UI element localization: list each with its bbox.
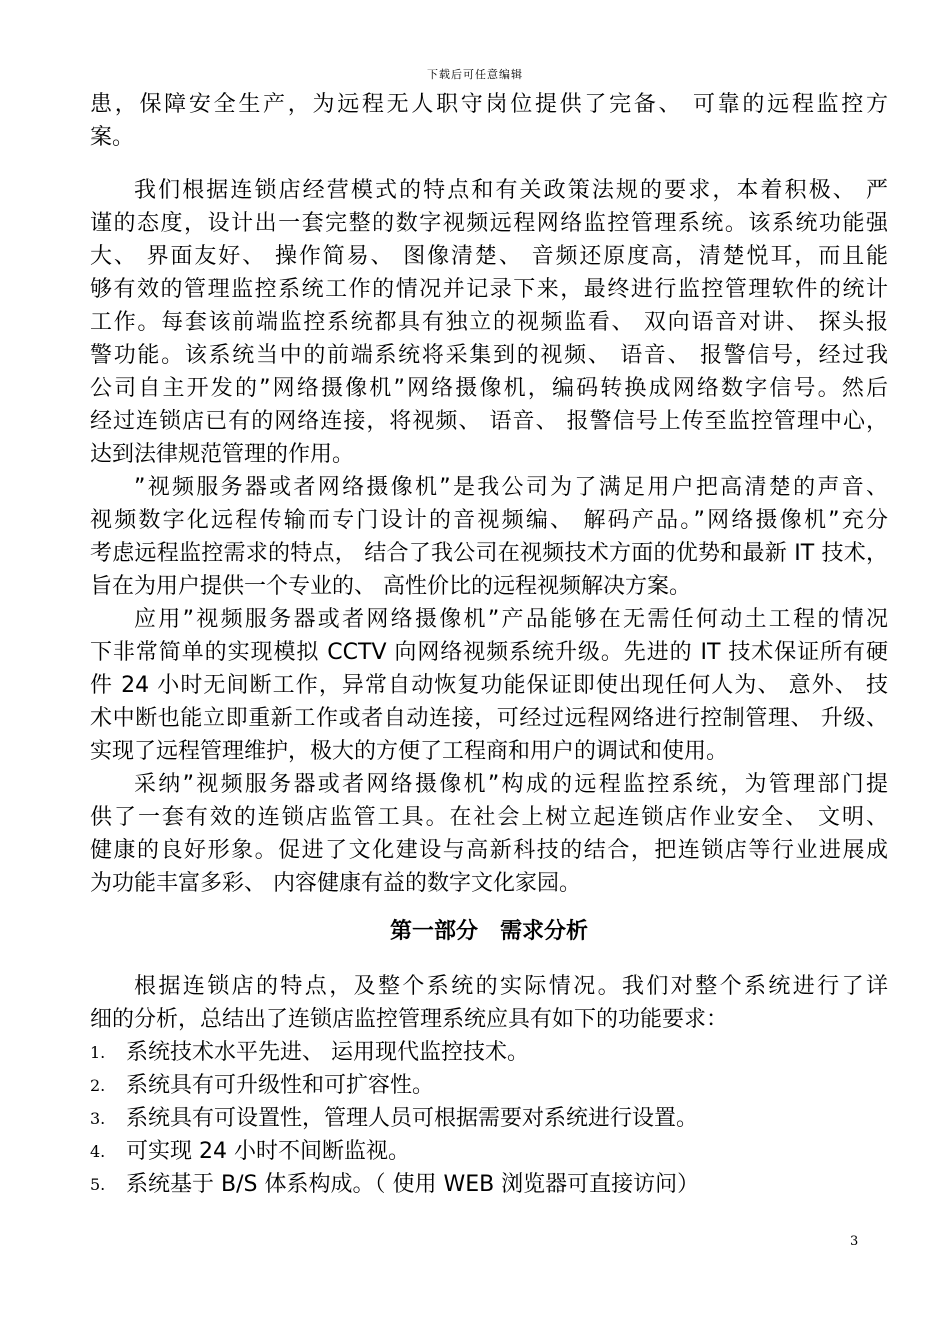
text-line: 细的分析，总结出了连锁店监控管理系统应具有如下的功能要求： [90, 1007, 729, 1032]
list-item [90, 1168, 888, 1201]
section-part: 第一部分 [389, 919, 478, 944]
text-line: 件 24 小时无间断工作，异常自动恢复功能保证即使出现任何人为、 意外、 技 [90, 673, 888, 698]
list-item-text: 系统基于 B/S 体系构成。（ 使用 WEB 浏览器可直接访问） [126, 1172, 700, 1197]
section-heading [90, 910, 888, 954]
text-line: 实现了远程管理维护，极大的方便了工程商和用户的调试和使用。 [90, 739, 729, 764]
text-line: 根据连锁店的特点，及整个系统的实际情况。我们对整个系统进行了详 [134, 974, 888, 999]
text-line: 为功能丰富多彩、 内容健康有益的数字文化家园。 [90, 871, 581, 896]
list-item [90, 1069, 888, 1102]
text-line: 健康的良好形象。促进了文化建设与高新科技的结合，把连锁店等行业进展成 [90, 838, 888, 863]
list-item-text: 系统技术水平先进、 运用现代监控技术。 [126, 1040, 529, 1065]
text-line: 应用”视频服务器或者网络摄像机”产品能够在无需任何动土工程的情况 [134, 607, 888, 632]
paragraph [90, 471, 888, 603]
text-line: 够有效的管理监控系统工作的情况并记录下来，最终进行监控管理软件的统计 [90, 277, 888, 302]
text-line: ”视频服务器或者网络摄像机”是我公司为了满足用户把高清楚的声音、 [134, 475, 888, 500]
list-item [90, 1036, 888, 1069]
list-number: 2. [90, 1076, 106, 1095]
list-item [90, 1102, 888, 1135]
list-item-text: 系统具有可升级性和可扩容性。 [126, 1073, 435, 1098]
list-number: 4. [90, 1142, 106, 1161]
list-number: 5. [90, 1175, 106, 1194]
text-line: 达到法律规范管理的作用。 [90, 442, 355, 467]
requirements-list [90, 1036, 888, 1201]
text-line: 下非常简单的实现模拟 CCTV 向网络视频系统升级。先进的 IT 技术保证所有硬 [90, 640, 888, 665]
list-number: 1. [90, 1043, 106, 1062]
text-line: 案。 [90, 125, 135, 150]
text-line: 术中断也能立即重新工作或者自动连接，可经过远程网络进行控制管理、 升级、 [90, 706, 888, 731]
list-item-text: 系统具有可设置性，管理人员可根据需要对系统进行设置。 [126, 1106, 699, 1131]
list-item-text: 可实现 24 小时不间断监视。 [126, 1139, 410, 1164]
text-line: 采纳”视频服务器或者网络摄像机”构成的远程监控系统，为管理部门提 [134, 772, 888, 797]
text-line: 大、 界面友好、 操作简易、 图像清楚、 音频还原度高，清楚悦耳，而且能 [90, 244, 888, 269]
list-number: 3. [90, 1109, 106, 1128]
text-line: 视频数字化远程传输而专门设计的音视频编、 解码产品。”网络摄像机”充分 [90, 508, 888, 533]
paragraph [90, 768, 888, 900]
text-line: 经过连锁店已有的网络连接，将视频、 语音、 报警信号上传至监控管理中心， [90, 409, 888, 434]
text-line: 患，保障安全生产，为远程无人职守岗位提供了完备、 可靠的远程监控方 [90, 92, 888, 117]
text-line: 供了一套有效的连锁店监管工具。在社会上树立起连锁店作业安全、 文明、 [90, 805, 888, 830]
text-line: 考虑远程监控需求的特点， 结合了我公司在视频技术方面的优势和最新 IT 技术， [90, 541, 888, 566]
section-title: 需求分析 [500, 919, 589, 944]
page-header: 下载后可任意编辑 [427, 68, 523, 81]
paragraph-gap [90, 154, 888, 174]
paragraph [90, 88, 888, 154]
text-line: 工作。每套该前端监控系统都具有独立的视频监看、 双向语音对讲、 探头报 [90, 310, 888, 335]
paragraph [90, 970, 888, 1036]
text-line: 旨在为用户提供一个专业的、 高性价比的远程视频解决方案。 [90, 574, 691, 599]
document-body [90, 88, 888, 1201]
paragraph [90, 174, 888, 471]
text-line: 谨的态度，设计出一套完整的数字视频远程网络监控管理系统。该系统功能强 [90, 211, 888, 236]
list-item [90, 1135, 888, 1168]
paragraph [90, 603, 888, 768]
page-number: 3 [850, 1234, 859, 1249]
text-line: 我们根据连锁店经营模式的特点和有关政策法规的要求，本着积极、 严 [134, 178, 888, 203]
text-line: 警功能。该系统当中的前端系统将采集到的视频、 语音、 报警信号，经过我 [90, 343, 888, 368]
text-line: 公司自主开发的”网络摄像机”网络摄像机，编码转换成网络数字信号。然后 [90, 376, 888, 401]
